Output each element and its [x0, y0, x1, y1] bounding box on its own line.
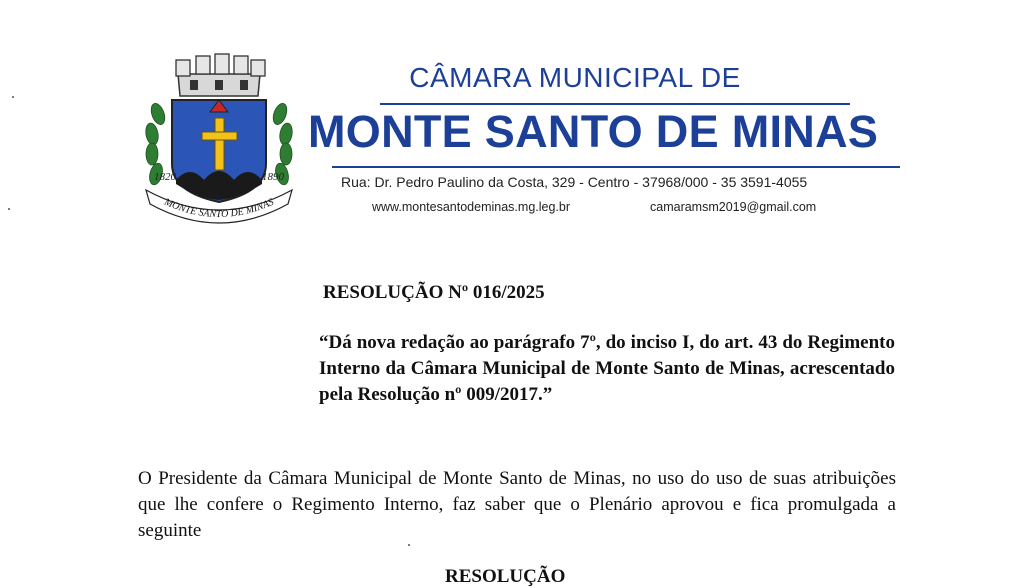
- org-name-line2: MONTE SANTO DE MINAS: [308, 106, 879, 157]
- org-website: www.montesantodeminas.mg.leg.br: [372, 200, 571, 214]
- header-rule-top: [380, 103, 850, 105]
- mural-crown: [176, 54, 265, 96]
- crest-graphic: [140, 52, 298, 228]
- hills: [176, 171, 262, 200]
- scan-speck: [408, 544, 410, 546]
- org-email: camaramsm2019@gmail.com: [650, 200, 817, 214]
- svg-text:MONTE SANTO DE MINAS: MONTE SANTO DE MINAS: [162, 196, 276, 221]
- svg-text:1820: 1820: [154, 171, 176, 183]
- org-address: Rua: Dr. Pedro Paulino da Costa, 329 - Centro - 37968/000 - 35 3591-4055: [341, 174, 808, 190]
- resolution-ementa: “Dá nova redação ao parágrafo 7º, do inciso I, do art. 43 do Regimento Interno da Câmara Municipal de Monte Santo de Minas, acrescentado pela Resolução nº 009/2017.”: [319, 332, 895, 405]
- svg-text:1890: 1890: [262, 171, 284, 183]
- header-rule-bottom: [332, 166, 900, 168]
- municipal-crest-logo: [140, 52, 298, 228]
- org-name-line1: CÂMARA MUNICIPAL DE: [409, 62, 741, 93]
- section-heading: RESOLUÇÃO: [445, 566, 566, 587]
- scan-speck: [8, 208, 10, 210]
- resolution-title: RESOLUÇÃO Nº 016/2025: [323, 282, 545, 303]
- scan-speck: [12, 96, 14, 98]
- preamble-paragraph: O Presidente da Câmara Municipal de Monte Santo de Minas, no uso do uso de suas atribuições que lhe confere o Regimento Interno, faz saber que o Plenário aprovou e fica promulgada a seguinte: [138, 468, 896, 541]
